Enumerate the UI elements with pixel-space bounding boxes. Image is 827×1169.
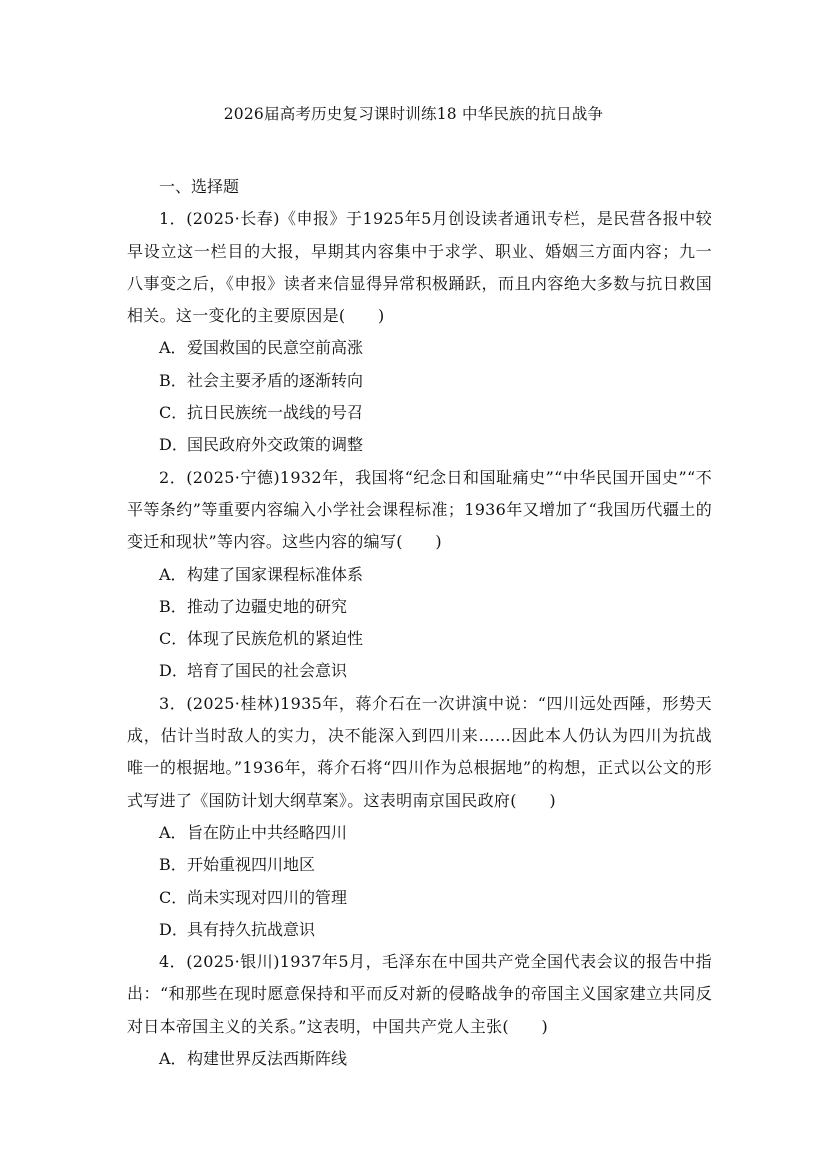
option-text: 国民政府外交政策的调整 <box>187 435 364 455</box>
option-list <box>127 332 712 461</box>
option-c <box>127 623 712 655</box>
option-c <box>127 397 712 429</box>
option-a <box>127 559 712 591</box>
option-b <box>127 849 712 881</box>
option-letter: C． <box>159 629 188 649</box>
question-3 <box>127 688 712 946</box>
question-stem <box>127 688 712 817</box>
option-letter: B． <box>159 596 187 616</box>
option-a <box>127 817 712 849</box>
question-number: 1． <box>159 209 187 229</box>
option-b <box>127 365 712 397</box>
question-source: (2025·银川) <box>186 952 280 972</box>
option-text: 具有持久抗战意识 <box>187 919 316 939</box>
option-text: 旨在防止中共经略四川 <box>187 822 348 842</box>
option-text: 抗日民族统一战线的号召 <box>187 403 364 423</box>
option-letter: D． <box>159 435 188 455</box>
question-4 <box>127 946 712 1075</box>
question-text: 1932年，我国将“纪念日和国耻痛史”“中华民国开国史”“不平等条约”等重要内容编入小学社会课程标准；1936年又增加了“我国历代疆土的变迁和现状”等内容。这些内容的编写( ) <box>127 467 712 552</box>
option-letter: C． <box>159 887 188 907</box>
option-text: 体现了民族危机的紧迫性 <box>187 629 364 649</box>
option-letter: B． <box>159 855 187 875</box>
question-source: (2025·桂林) <box>186 693 281 713</box>
option-letter: A． <box>159 822 187 842</box>
option-text: 构建了国家课程标准体系 <box>187 564 364 584</box>
option-text: 社会主要矛盾的逐渐转向 <box>187 370 364 390</box>
question-text: 1935年，蒋介石在一次讲演中说：“四川远处西陲，形势天成，估计当时敌人的实力，决不能深入到四川来……因此本人仍认为四川为抗战唯一的根据地。”1936年，蒋介石将“四川作为总根据地”的构想，正式以公文的形式写进了《国防计划大纲草案》。这表明南京国民政府( ) <box>127 693 712 810</box>
question-stem <box>127 946 712 1043</box>
option-list <box>127 559 712 688</box>
option-a <box>127 332 712 364</box>
question-source: (2025·长春) <box>186 209 280 229</box>
question-number: 4． <box>159 952 187 972</box>
option-text: 构建世界反法西斯阵线 <box>187 1049 348 1069</box>
option-d <box>127 655 712 687</box>
option-letter: A． <box>159 338 187 358</box>
option-text: 爱国救国的民意空前高涨 <box>187 338 364 358</box>
option-letter: D． <box>159 661 188 681</box>
section-heading: 一、选择题 <box>159 177 240 196</box>
question-text: 1937年5月，毛泽东在中国共产党全国代表会议的报告中指出：“和那些在现时愿意保持和平而反对新的侵略战争的帝国主义国家建立共同反对日本帝国主义的关系。”这表明，中国共产党人主张( ) <box>127 952 712 1036</box>
option-d <box>127 429 712 461</box>
option-a <box>127 1043 712 1075</box>
document-title: 2026届高考历史复习课时训练18 中华民族的抗日战争 <box>223 105 604 123</box>
option-list <box>127 817 712 946</box>
question-stem <box>127 462 712 559</box>
option-text: 尚未实现对四川的管理 <box>187 887 348 907</box>
question-stem <box>127 203 712 332</box>
option-letter: A． <box>159 564 187 584</box>
document-body <box>127 171 712 1075</box>
question-source: (2025·宁德) <box>186 467 280 487</box>
option-letter: B． <box>159 370 187 390</box>
option-list <box>127 1043 712 1075</box>
option-b <box>127 591 712 623</box>
question-text: 《申报》于1925年5月创设读者通讯专栏，是民营各报中较早设立这一栏目的大报，早期其内容集中于求学、职业、婚姻三方面内容；九一八事变之后，《申报》读者来信显得异常积极踊跃，而且内容绝大多数与抗日救国相关。这一变化的主要原因是( ) <box>127 209 713 326</box>
option-d <box>127 914 712 946</box>
question-number: 3． <box>159 693 187 713</box>
option-letter: A． <box>159 1049 187 1069</box>
option-text: 培育了国民的社会意识 <box>187 661 348 681</box>
question-number: 2． <box>159 467 187 487</box>
option-text: 推动了边疆史地的研究 <box>187 596 348 616</box>
option-c <box>127 882 712 914</box>
question-1 <box>127 203 712 461</box>
option-letter: D． <box>159 919 188 939</box>
option-letter: C． <box>159 403 188 423</box>
question-2 <box>127 462 712 688</box>
option-text: 开始重视四川地区 <box>187 855 316 875</box>
